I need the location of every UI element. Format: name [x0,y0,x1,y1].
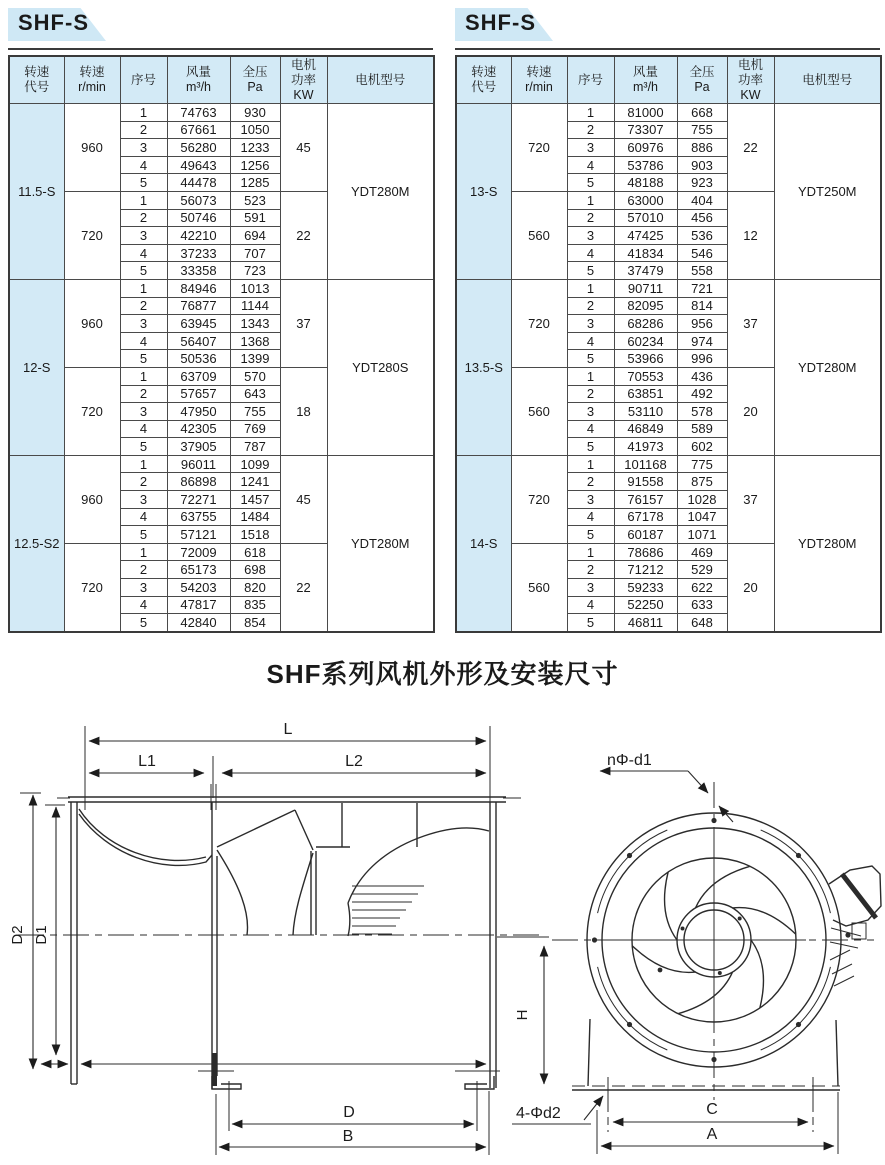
seq-cell: 2 [120,121,167,139]
pressure-cell: 1233 [230,139,280,157]
pressure-cell: 1368 [230,332,280,350]
pressure-cell: 436 [677,367,727,385]
flow-cell: 72009 [167,543,230,561]
pressure-cell: 546 [677,244,727,262]
dim-label-B: B [342,1127,354,1145]
pressure-cell: 1518 [230,526,280,544]
pressure-cell: 570 [230,367,280,385]
flow-cell: 74763 [167,104,230,122]
flow-cell: 37905 [167,438,230,456]
seq-cell: 5 [120,614,167,632]
power-cell: 22 [280,543,327,631]
pressure-cell: 1071 [677,526,727,544]
motor-cell: YDT280M [774,455,881,631]
seq-cell: 5 [567,262,614,280]
seq-cell: 1 [567,279,614,297]
rpm-cell: 720 [64,191,120,279]
seq-cell: 2 [567,209,614,227]
title-rule [8,48,433,50]
flow-cell: 50746 [167,209,230,227]
seq-cell: 5 [120,526,167,544]
spec-table-header [456,56,881,104]
spec-table-right [455,55,882,633]
seq-cell: 5 [120,350,167,368]
spec-tbody-0 [9,104,434,632]
seq-cell: 2 [120,473,167,491]
dim-label-A: A [706,1125,718,1143]
flow-cell: 65173 [167,561,230,579]
pressure-cell: 875 [677,473,727,491]
flow-cell: 57010 [614,209,677,227]
seq-cell: 4 [120,508,167,526]
flow-cell: 49643 [167,156,230,174]
motor-cell: YDT280M [327,104,434,280]
pressure-cell: 886 [677,139,727,157]
seq-cell: 1 [120,104,167,122]
dim-label-D1: D1 [33,925,50,945]
seq-cell: 1 [567,543,614,561]
flow-cell: 71212 [614,561,677,579]
installation-diagram [0,693,885,1160]
pressure-cell: 854 [230,614,280,632]
rpm-cell: 720 [511,279,567,367]
power-cell: 18 [280,367,327,455]
flow-cell: 44478 [167,174,230,192]
pressure-cell: 589 [677,420,727,438]
pressure-cell: 814 [677,297,727,315]
flow-cell: 42210 [167,227,230,245]
flow-cell: 60976 [614,139,677,157]
flow-cell: 63755 [167,508,230,526]
col-header-seq: 序号 [120,56,167,104]
pressure-cell: 956 [677,315,727,333]
pressure-cell: 668 [677,104,727,122]
flow-cell: 78686 [614,543,677,561]
seq-cell: 3 [120,579,167,597]
pressure-cell: 755 [230,403,280,421]
motor-cell: YDT250M [774,104,881,280]
seq-cell: 5 [567,526,614,544]
seq-cell: 5 [567,350,614,368]
seq-cell: 2 [120,209,167,227]
power-cell: 37 [727,455,774,543]
seq-cell: 4 [567,508,614,526]
pressure-cell: 769 [230,420,280,438]
label-foot-holes: 4-Φd2 [516,1104,561,1122]
flow-cell: 76877 [167,297,230,315]
code-cell: 13-S [456,104,511,280]
pressure-cell: 1028 [677,491,727,509]
pressure-cell: 578 [677,403,727,421]
col-header-speed-code: 转速 代号 [456,56,511,104]
seq-cell: 4 [567,244,614,262]
pressure-cell: 404 [677,191,727,209]
spec-row [9,104,434,122]
pressure-cell: 723 [230,262,280,280]
seq-cell: 5 [567,438,614,456]
power-cell: 20 [727,367,774,455]
power-cell: 37 [727,279,774,367]
series-title: SHF-S [465,10,536,35]
table-title-left [8,8,433,44]
seq-cell: 2 [120,561,167,579]
flow-cell: 46811 [614,614,677,632]
flow-cell: 47425 [614,227,677,245]
rpm-cell: 720 [64,543,120,631]
seq-cell: 1 [120,279,167,297]
seq-cell: 1 [567,455,614,473]
dim-label-D: D [343,1103,355,1121]
flow-cell: 63709 [167,367,230,385]
flow-cell: 56073 [167,191,230,209]
flow-cell: 63000 [614,191,677,209]
title-rule [455,48,880,50]
series-title: SHF-S [18,10,89,35]
power-cell: 22 [280,191,327,279]
seq-cell: 2 [567,385,614,403]
seq-cell: 3 [120,403,167,421]
dim-label-L1: L1 [138,752,156,770]
pressure-cell: 1399 [230,350,280,368]
seq-cell: 3 [120,315,167,333]
rpm-cell: 960 [64,455,120,543]
col-header-speed-code: 转速 代号 [9,56,64,104]
pressure-cell: 469 [677,543,727,561]
seq-cell: 3 [567,579,614,597]
flow-cell: 47817 [167,596,230,614]
flow-cell: 42305 [167,420,230,438]
seq-cell: 2 [567,297,614,315]
flow-cell: 68286 [614,315,677,333]
seq-cell: 4 [120,420,167,438]
spec-row [456,279,881,297]
seq-cell: 3 [120,491,167,509]
flow-cell: 42840 [167,614,230,632]
pressure-cell: 1050 [230,121,280,139]
pressure-cell: 1047 [677,508,727,526]
pressure-cell: 591 [230,209,280,227]
col-header-motor: 电机型号 [774,56,881,104]
pressure-cell: 707 [230,244,280,262]
seq-cell: 1 [567,104,614,122]
flow-cell: 57121 [167,526,230,544]
fan-side-view [9,721,545,1155]
flow-cell: 76157 [614,491,677,509]
seq-cell: 1 [567,367,614,385]
seq-cell: 4 [567,596,614,614]
pressure-cell: 835 [230,596,280,614]
spec-row [9,455,434,473]
code-cell: 12-S [9,279,64,455]
code-cell: 11.5-S [9,104,64,280]
seq-cell: 2 [567,473,614,491]
flow-cell: 47950 [167,403,230,421]
seq-cell: 4 [567,332,614,350]
power-cell: 22 [727,104,774,192]
pressure-cell: 721 [677,279,727,297]
seq-cell: 3 [567,491,614,509]
flow-cell: 90711 [614,279,677,297]
seq-cell: 2 [120,385,167,403]
seq-cell: 1 [120,367,167,385]
code-cell: 14-S [456,455,511,631]
seq-cell: 2 [567,561,614,579]
flow-cell: 96011 [167,455,230,473]
motor-cell: YDT280M [774,279,881,455]
seq-cell: 5 [567,174,614,192]
flow-cell: 67178 [614,508,677,526]
flow-cell: 54203 [167,579,230,597]
seq-cell: 1 [120,455,167,473]
section-title: SHF系列风机外形及安装尺寸 [266,658,619,689]
dim-label-L2: L2 [345,752,363,770]
col-header-flow: 风量 m³/h [167,56,230,104]
flow-cell: 53110 [614,403,677,421]
pressure-cell: 996 [677,350,727,368]
spec-section-right [455,8,880,633]
power-cell: 37 [280,279,327,367]
pressure-cell: 930 [230,104,280,122]
pressure-cell: 622 [677,579,727,597]
power-cell: 45 [280,104,327,192]
seq-cell: 4 [120,332,167,350]
pressure-cell: 1099 [230,455,280,473]
pressure-cell: 1256 [230,156,280,174]
pressure-cell: 523 [230,191,280,209]
flow-cell: 91558 [614,473,677,491]
rpm-cell: 960 [64,104,120,192]
col-header-pressure: 全压 Pa [230,56,280,104]
code-cell: 13.5-S [456,279,511,455]
motor-cell: YDT280M [327,455,434,631]
flow-cell: 41973 [614,438,677,456]
flow-cell: 46849 [614,420,677,438]
col-header-pressure: 全压 Pa [677,56,727,104]
flow-cell: 73307 [614,121,677,139]
flow-cell: 84946 [167,279,230,297]
flow-cell: 53786 [614,156,677,174]
spec-row [9,279,434,297]
power-cell: 12 [727,191,774,279]
fan-front-view [497,752,881,1154]
col-header-seq: 序号 [567,56,614,104]
col-header-power: 电机 功率 KW [727,56,774,104]
pressure-cell: 820 [230,579,280,597]
flow-cell: 41834 [614,244,677,262]
seq-cell: 3 [120,227,167,245]
seq-cell: 3 [120,139,167,157]
col-header-flow: 风量 m³/h [614,56,677,104]
spec-table-left [8,55,435,633]
flow-cell: 50536 [167,350,230,368]
seq-cell: 3 [567,403,614,421]
power-cell: 20 [727,543,774,631]
rpm-cell: 720 [64,367,120,455]
seq-cell: 1 [120,543,167,561]
pressure-cell: 974 [677,332,727,350]
flow-cell: 37479 [614,262,677,280]
flow-cell: 37233 [167,244,230,262]
label-bolt-holes: nΦ-d1 [607,751,652,769]
flow-cell: 56280 [167,139,230,157]
pressure-cell: 755 [677,121,727,139]
pressure-cell: 648 [677,614,727,632]
flow-cell: 57657 [167,385,230,403]
spec-row [456,455,881,473]
pressure-cell: 775 [677,455,727,473]
rpm-cell: 960 [64,279,120,367]
pressure-cell: 903 [677,156,727,174]
motor-cell: YDT280S [327,279,434,455]
flow-cell: 63945 [167,315,230,333]
dim-label-C: C [706,1100,718,1118]
pressure-cell: 602 [677,438,727,456]
flow-cell: 59233 [614,579,677,597]
flow-cell: 52250 [614,596,677,614]
front-view-generated [592,818,831,1062]
pressure-cell: 618 [230,543,280,561]
seq-cell: 4 [120,244,167,262]
spec-row [456,104,881,122]
rpm-cell: 560 [511,367,567,455]
flow-cell: 86898 [167,473,230,491]
seq-cell: 4 [567,156,614,174]
col-header-motor: 电机型号 [327,56,434,104]
pressure-cell: 1241 [230,473,280,491]
spec-tbody-1 [456,104,881,632]
spec-table-header [9,56,434,104]
flow-cell: 56407 [167,332,230,350]
flow-cell: 63851 [614,385,677,403]
dim-label-L: L [283,720,293,738]
pressure-cell: 643 [230,385,280,403]
pressure-cell: 1144 [230,297,280,315]
pressure-cell: 1457 [230,491,280,509]
seq-cell: 4 [120,596,167,614]
pressure-cell: 456 [677,209,727,227]
flow-cell: 101168 [614,455,677,473]
seq-cell: 5 [120,174,167,192]
pressure-cell: 923 [677,174,727,192]
pressure-cell: 492 [677,385,727,403]
col-header-rpm: 转速 r/min [511,56,567,104]
dim-label-D2: D2 [9,925,26,945]
flow-cell: 33358 [167,262,230,280]
seq-cell: 5 [120,438,167,456]
pressure-cell: 694 [230,227,280,245]
pressure-cell: 698 [230,561,280,579]
col-header-power: 电机 功率 KW [280,56,327,104]
seq-cell: 3 [567,227,614,245]
code-cell: 12.5-S2 [9,455,64,631]
flow-cell: 67661 [167,121,230,139]
seq-cell: 5 [120,262,167,280]
seq-cell: 4 [567,420,614,438]
rpm-cell: 720 [511,104,567,192]
pressure-cell: 558 [677,262,727,280]
flow-cell: 48188 [614,174,677,192]
dim-label-H: H [514,1009,531,1021]
flow-cell: 72271 [167,491,230,509]
seq-cell: 5 [567,614,614,632]
seq-cell: 4 [120,156,167,174]
pressure-cell: 536 [677,227,727,245]
seq-cell: 1 [120,191,167,209]
pressure-cell: 1013 [230,279,280,297]
seq-cell: 3 [567,139,614,157]
seq-cell: 1 [567,191,614,209]
rpm-cell: 560 [511,543,567,631]
flow-cell: 60234 [614,332,677,350]
table-title-right [455,8,880,44]
pressure-cell: 787 [230,438,280,456]
pressure-cell: 529 [677,561,727,579]
pressure-cell: 1285 [230,174,280,192]
pressure-cell: 1484 [230,508,280,526]
seq-cell: 2 [120,297,167,315]
rpm-cell: 720 [511,455,567,543]
pressure-cell: 633 [677,596,727,614]
col-header-rpm: 转速 r/min [64,56,120,104]
flow-cell: 70553 [614,367,677,385]
seq-cell: 3 [567,315,614,333]
flow-cell: 81000 [614,104,677,122]
flow-cell: 82095 [614,297,677,315]
spec-section-left [8,8,433,633]
pressure-cell: 1343 [230,315,280,333]
rpm-cell: 560 [511,191,567,279]
power-cell: 45 [280,455,327,543]
flow-cell: 60187 [614,526,677,544]
seq-cell: 2 [567,121,614,139]
flow-cell: 53966 [614,350,677,368]
